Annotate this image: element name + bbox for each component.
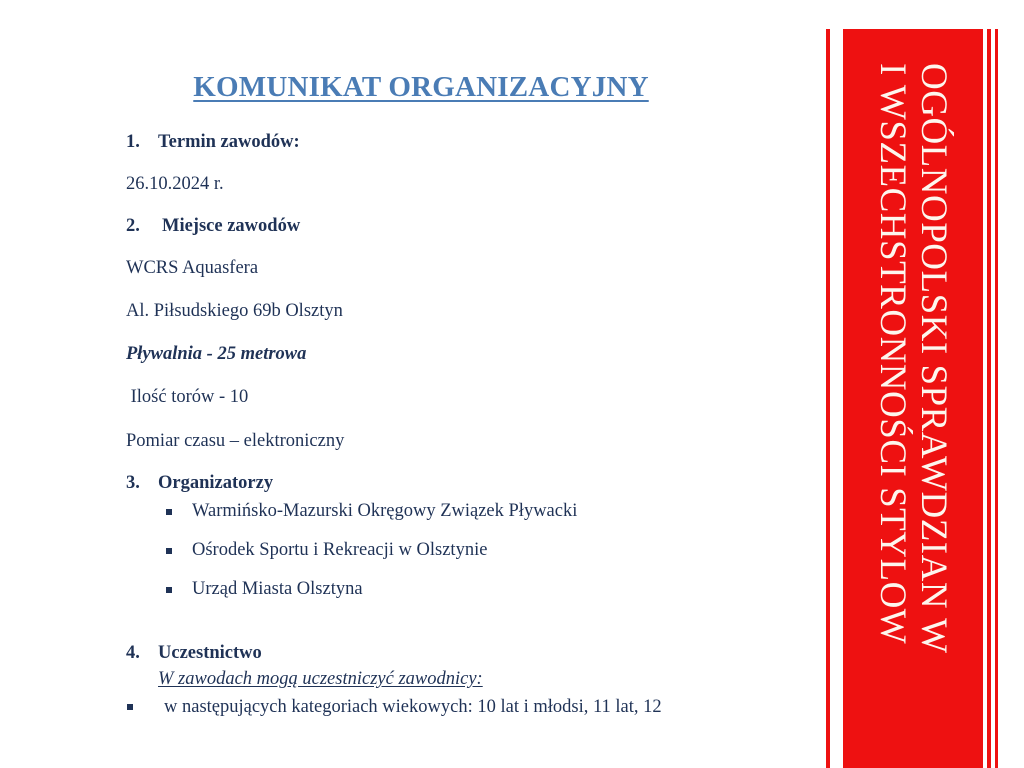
side-banner (820, 29, 1024, 768)
section-heading-4 (126, 643, 816, 664)
section-title-3: Organizatorzy (158, 472, 274, 493)
venue-name: WCRS Aquasfera (126, 258, 259, 279)
list-item: w następujących kategoriach wiekowych: 10 lat i młodsi, 11 lat, 12 (126, 695, 816, 719)
banner-line-2: I WSZECHSTRONNOŚCI STYLOW (872, 63, 913, 645)
page-title: KOMUNIKAT ORGANIZACYJNY (193, 71, 649, 103)
section-title-2: Miejsce zawodów (162, 216, 301, 237)
venue-address: Al. Piłsudskiego 69b Olsztyn (126, 301, 343, 322)
section-1-line-1: 26.10.2024 r. (126, 173, 224, 194)
list-item: Urząd Miasta Olsztyna (126, 578, 816, 601)
banner-rule-right (987, 29, 991, 768)
section-heading-3 (126, 473, 816, 494)
section-4-group (126, 643, 816, 719)
section-number-1: 1. (126, 131, 140, 152)
section-number-3: 3. (126, 472, 140, 493)
timing-method: Pomiar czasu – elektroniczny (126, 430, 345, 451)
organizers-list (126, 500, 816, 601)
banner-red-band (843, 29, 983, 768)
banner-text-block (843, 29, 983, 768)
section-heading-2 (126, 216, 816, 237)
banner-rule-far-right (995, 29, 998, 768)
section-heading-1 (126, 132, 816, 153)
section-title-1: Termin zawodów: (158, 131, 300, 152)
section-number-2: 2. (126, 216, 140, 237)
participation-subheading: W zawodach mogą uczestniczyć zawodnicy: (158, 669, 483, 690)
banner-rule-left (826, 29, 830, 768)
list-item: Ośrodek Sportu i Rekreacji w Olsztynie (126, 539, 816, 562)
main-text-column (126, 72, 816, 719)
pool-length: Pływalnia - 25 metrowa (126, 344, 307, 365)
section-number-4: 4. (126, 643, 140, 664)
banner-line-1: OGÓLNOPOLSKI SPRAWDZIAN W (913, 63, 955, 654)
list-item: Warmińsko-Mazurski Okręgowy Związek Pływacki (126, 500, 816, 523)
lane-count: Ilość torów - 10 (126, 387, 249, 408)
section-title-4: Uczestnictwo (158, 643, 262, 664)
